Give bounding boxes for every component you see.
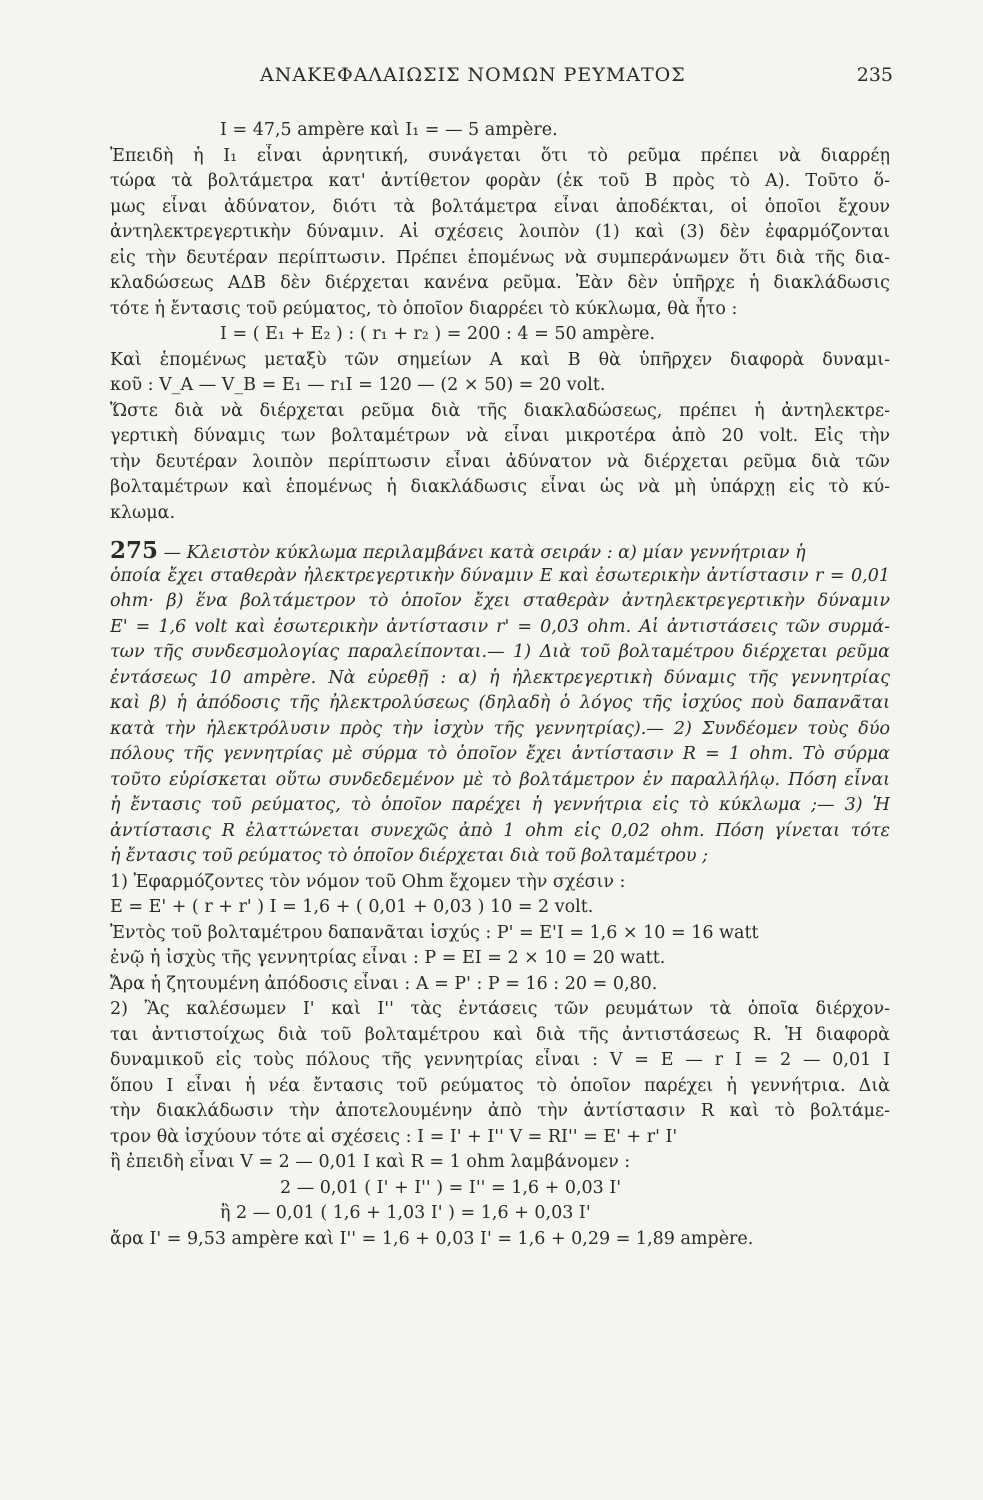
text-line: εἰς τὴν δευτέραν περίπτωσιν. Πρέπει ἑπομένως νὰ συμπεράνωμεν ὅτι διὰ τῆς δια- [110, 247, 890, 268]
page-number: 235 [856, 64, 893, 86]
solution-line: Ἄρα ἡ ζητουμένη ἀπόδοσις εἶναι : A = P' : P = 16 : 20 = 0,80. [110, 973, 658, 994]
page-header [110, 64, 893, 94]
solution-line: 1) Ἐφαρμόζοντες τὸν νόμον τοῦ Ohm ἔχομεν τὴν σχέσιν : [110, 871, 626, 892]
problem-statement-line: πόλους τῆς γεννητρίας μὲ σύρμα τὸ ὁποῖον ἔχει ἀντίστασιν R = 1 ohm. Τὸ σύρμα [110, 744, 890, 764]
problem-number: 275 [110, 538, 159, 564]
problem-statement-line: ἡ ἔντασις τοῦ ρεύματος τὸ ὁποῖον διέρχεται διὰ τοῦ βολταμέτρου ; [110, 846, 709, 866]
text-line: κλωμα. [110, 502, 176, 523]
text-line: μως εἶναι ἀδύνατον, διότι τὰ βολτάμετρα εἶναι ἀποδέκται, οἱ ὁποῖοι ἔχουν [110, 196, 890, 217]
solution-line: ται ἀντιστοίχως διὰ τοῦ βολταμέτρου καὶ διὰ τῆς ἀντιστάσεως R. Ἡ διαφορὰ [110, 1024, 890, 1045]
equation-line: ἄρα I' = 9,53 ampère καὶ I'' = 1,6 + 0,03 I' = 1,6 + 0,29 = 1,89 ampère. [110, 1228, 754, 1249]
solution-line: τρον θὰ ἰσχύουν τότε αἱ σχέσεις : I = I' + I'' V = RI'' = E' + r' I' [110, 1126, 678, 1147]
problem-statement-line: ἐντάσεως 10 ampère. Νὰ εὑρεθῇ : α) ἡ ἠλεκτρεγερτικὴ δύναμις τῆς γεννητρίας [110, 667, 890, 688]
problem-statement-line [110, 538, 890, 564]
running-title: ΑΝΑΚΕΦΑΛΑΙΩΣΙΣ ΝΟΜΩΝ ΡΕΥΜΑΤΟΣ [260, 64, 686, 86]
solution-line: δυναμικοῦ εἰς τοὺς πόλους τῆς γεννητρίας εἶναι : V = E — r I = 2 — 0,01 I [110, 1050, 890, 1070]
equation-line: E = E' + ( r + r' ) I = 1,6 + ( 0,01 + 0,03 ) 10 = 2 volt. [110, 897, 594, 917]
solution-line: Ἐντὸς τοῦ βολταμέτρου δαπανᾶται ἰσχύς : P' = E'I = 1,6 × 10 = 16 watt [110, 922, 759, 943]
problem-statement-line: κατὰ τὴν ἠλεκτρόλυσιν πρὸς τὴν ἰσχὺν τῆς γεννητρίας).— 2) Συνδέομεν τοὺς δύο [110, 718, 890, 739]
equation-line: I = ( E₁ + E₂ ) : ( r₁ + r₂ ) = 200 : 4 = 50 ampère. [220, 324, 656, 344]
text-line: τώρα τὰ βολτάμετρα κατ' ἀντίθετον φορὰν (ἐκ τοῦ B πρὸς τὸ A). Τοῦτο ὅ- [110, 171, 890, 191]
solution-line: ἐνῷ ἡ ἰσχὺς τῆς γεννητρίας εἶναι : P = EI = 2 × 10 = 20 watt. [110, 948, 666, 968]
text-line: τότε ἡ ἔντασις τοῦ ρεύματος, τὸ ὁποῖον διαρρέει τὸ κύκλωμα, θὰ ἦτο : [110, 298, 738, 319]
problem-statement-line: ohm· β) ἕνα βολτάμετρον τὸ ὁποῖον ἔχει σταθερὰν ἀντηλεκτρεγερτικὴν δύναμιν [110, 591, 890, 611]
solution-line: ἢ ἐπειδὴ εἶναι V = 2 — 0,01 I καὶ R = 1 ohm λαμβάνομεν : [110, 1152, 631, 1172]
text-line: Ἐπειδὴ ἡ I₁ εἶναι ἀρνητική, συνάγεται ὅτι τὸ ρεῦμα πρέπει νὰ διαρρέῃ [110, 145, 890, 166]
equation-line: κοῦ : V_A — V_B = E₁ — r₁I = 120 — (2 × 50) = 20 volt. [110, 375, 606, 395]
equation-line: 2 — 0,01 ( I' + I'' ) = I'' = 1,6 + 0,03 I' [280, 1177, 622, 1198]
body-text [110, 118, 890, 1252]
text-line: γερτικὴ δύναμις των βολταμέτρων νὰ εἶναι μικροτέρα ἀπὸ 20 volt. Εἰς τὴν [110, 426, 890, 446]
solution-line: τὴν διακλάδωσιν τὴν ἀποτελουμένην ἀπὸ τὴν ἀντίστασιν R καὶ τὸ βολτάμε- [110, 1101, 890, 1121]
solution-line: 2) Ἂς καλέσωμεν I' καὶ I'' τὰς ἐντάσεις τῶν ρευμάτων τὰ ὁποῖα διέρχον- [110, 999, 890, 1019]
text-line: κλαδώσεως AΔB δὲν διέρχεται κανένα ρεῦμα. Ἐὰν δὲν ὑπῆρχε ἡ διακλάδωσις [110, 273, 890, 293]
equation-line: ἢ 2 — 0,01 ( 1,6 + 1,03 I' ) = 1,6 + 0,03 I' [220, 1203, 591, 1223]
problem-statement-line: E' = 1,6 volt καὶ ἐσωτερικὴν ἀντίστασιν r' = 0,03 ohm. Αἱ ἀντιστάσεις τῶν συρμά- [110, 616, 890, 637]
problem-statement-line: τοῦτο εὑρίσκεται οὕτω συνδεδεμένον μὲ τὸ βολτάμετρον ἐν παραλλήλῳ. Πόση εἶναι [110, 769, 890, 790]
problem-statement-line: των τῆς συνδεσμολογίας παραλείπονται.— 1) Διὰ τοῦ βολταμέτρου διέρχεται ρεῦμα [110, 642, 890, 662]
text-line: βολταμέτρων καὶ ἑπομένως ἡ διακλάδωσις εἶναι ὡς νὰ μὴ ὑπάρχῃ εἰς τὸ κύ- [110, 477, 890, 497]
problem-statement-line: ἀντίστασις R ἐλαττώνεται συνεχῶς ἀπὸ 1 ohm εἰς 0,02 ohm. Πόση γίνεται τότε [110, 820, 890, 841]
problem-statement-line: ἡ ἔντασις τοῦ ρεύματος, τὸ ὁποῖον παρέχει ἡ γεννήτρια εἰς τὸ κύκλωμα ;— 3) Ἡ [110, 795, 890, 815]
problem-text: — Κλειστὸν κύκλωμα περιλαμβάνει κατὰ σειράν : α) μίαν γεννήτριαν ἡ [163, 543, 806, 563]
problem-statement-line: ὁποία ἔχει σταθερὰν ἠλεκτρεγερτικὴν δύναμιν E καὶ ἐσωτερικὴν ἀντίστασιν r = 0,01 [110, 565, 890, 586]
text-line: I = 47,5 ampère καὶ I₁ = — 5 ampère. [220, 120, 558, 140]
text-line: Καὶ ἑπομένως μεταξὺ τῶν σημείων A καὶ B θὰ ὑπῆρχεν διαφορὰ δυναμι- [110, 349, 890, 370]
text-line: Ὥστε διὰ νὰ διέρχεται ρεῦμα διὰ τῆς διακλαδώσεως, πρέπει ἡ ἀντηλεκτρε- [110, 400, 890, 421]
solution-line: ὅπου I εἶναι ἡ νέα ἔντασις τοῦ ρεύματος τὸ ὁποῖον παρέχει ἡ γεννήτρια. Διὰ [110, 1075, 890, 1096]
problem-statement-line: καὶ β) ἡ ἀπόδοσις τῆς ἠλεκτρολύσεως (δηλαδὴ ὁ λόγος τῆς ἰσχύος ποὺ δαπανᾶται [110, 693, 890, 713]
text-line: ἀντηλεκτρεγερτικὴν δύναμιν. Αἱ σχέσεις λοιπὸν (1) καὶ (3) δὲν ἐφαρμόζονται [110, 222, 890, 242]
text-line: τὴν δευτέραν λοιπὸν περίπτωσιν εἶναι ἀδύνατον νὰ διέρχεται ρεῦμα διὰ τῶν [110, 451, 890, 472]
